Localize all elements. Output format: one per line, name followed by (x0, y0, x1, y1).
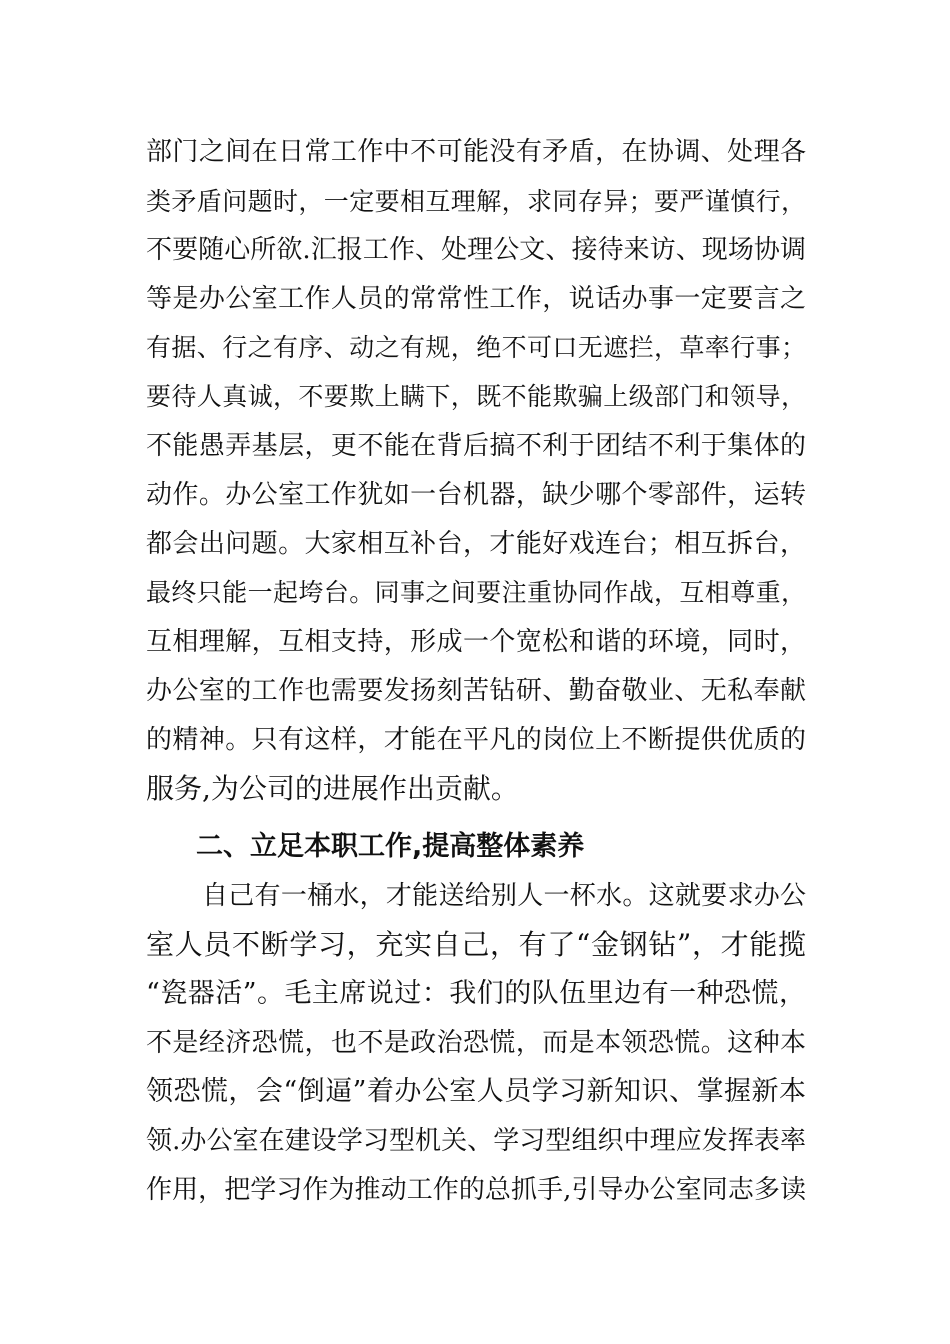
paragraph-1-line-14: 服务,为公司的进展作出贡献。 (146, 772, 519, 805)
paragraph-1-line-3: 不要随心所欲.汇报工作、处理公文、接待来访、现场协调 (146, 235, 806, 265)
paragraph-2-line-5: 领恐慌，会“倒逼”着办公室人员学习新知识、掌握新本 (146, 1076, 806, 1107)
paragraph-1-line-4: 等是办公室工作人员的常常性工作，说话办事一定要言之 (146, 284, 806, 314)
paragraph-1-line-5: 有据、行之有序、动之有规，绝不可口无遮拦，草率行事； (146, 333, 806, 362)
paragraph-2-line-6: 领.办公室在建设学习型机关、学习型组织中理应发挥表率 (146, 1126, 806, 1156)
paragraph-1-line-8: 动作。办公室工作犹如一台机器，缺少哪个零部件，运转 (146, 480, 806, 510)
paragraph-2-line-7: 作用，把学习作为推动工作的总抓手,引导办公室同志多读 (146, 1175, 806, 1205)
paragraph-1-line-13: 的精神。只有这样，才能在平凡的岗位上不断提供优质的 (146, 725, 806, 755)
paragraph-2-line-2: 室人员不断学习，充实自己，有了“金钢钻”，才能揽 (146, 928, 806, 961)
paragraph-1-line-2: 类矛盾问题时，一定要相互理解，求同存异；要严谨慎行， (146, 187, 806, 216)
paragraph-1-line-11: 互相理解，互相支持，形成一个宽松和谐的环境，同时， (146, 627, 806, 657)
paragraph-2-line-3: “瓷器活”。毛主席说过：我们的队伍里边有一种恐慌， (146, 978, 806, 1009)
paragraph-2-line-4: 不是经济恐慌，也不是政治恐慌，而是本领恐慌。这种本 (146, 1028, 806, 1058)
paragraph-2-line-1: 自己有一桶水，才能送给别人一杯水。这就要求办公 (202, 881, 806, 911)
paragraph-1-line-7: 不能愚弄基层，更不能在背后搞不利于团结不利于集体的 (146, 431, 806, 461)
paragraph-1-line-12: 办公室的工作也需要发扬刻苦钻研、勤奋敬业、无私奉献 (146, 676, 806, 706)
paragraph-1-line-9: 都会出问题。大家相互补台，才能好戏连台；相互拆台， (146, 529, 806, 559)
paragraph-1-line-6: 要待人真诚，不要欺上瞒下，既不能欺骗上级部门和领导， (146, 382, 806, 411)
paragraph-1-line-1: 部门之间在日常工作中不可能没有矛盾，在协调、处理各 (146, 137, 806, 167)
section-heading: 二、立足本职工作,提高整体素养 (196, 831, 585, 862)
paragraph-1-line-10: 最终只能一起垮台。同事之间要注重协同作战，互相尊重， (146, 578, 806, 607)
